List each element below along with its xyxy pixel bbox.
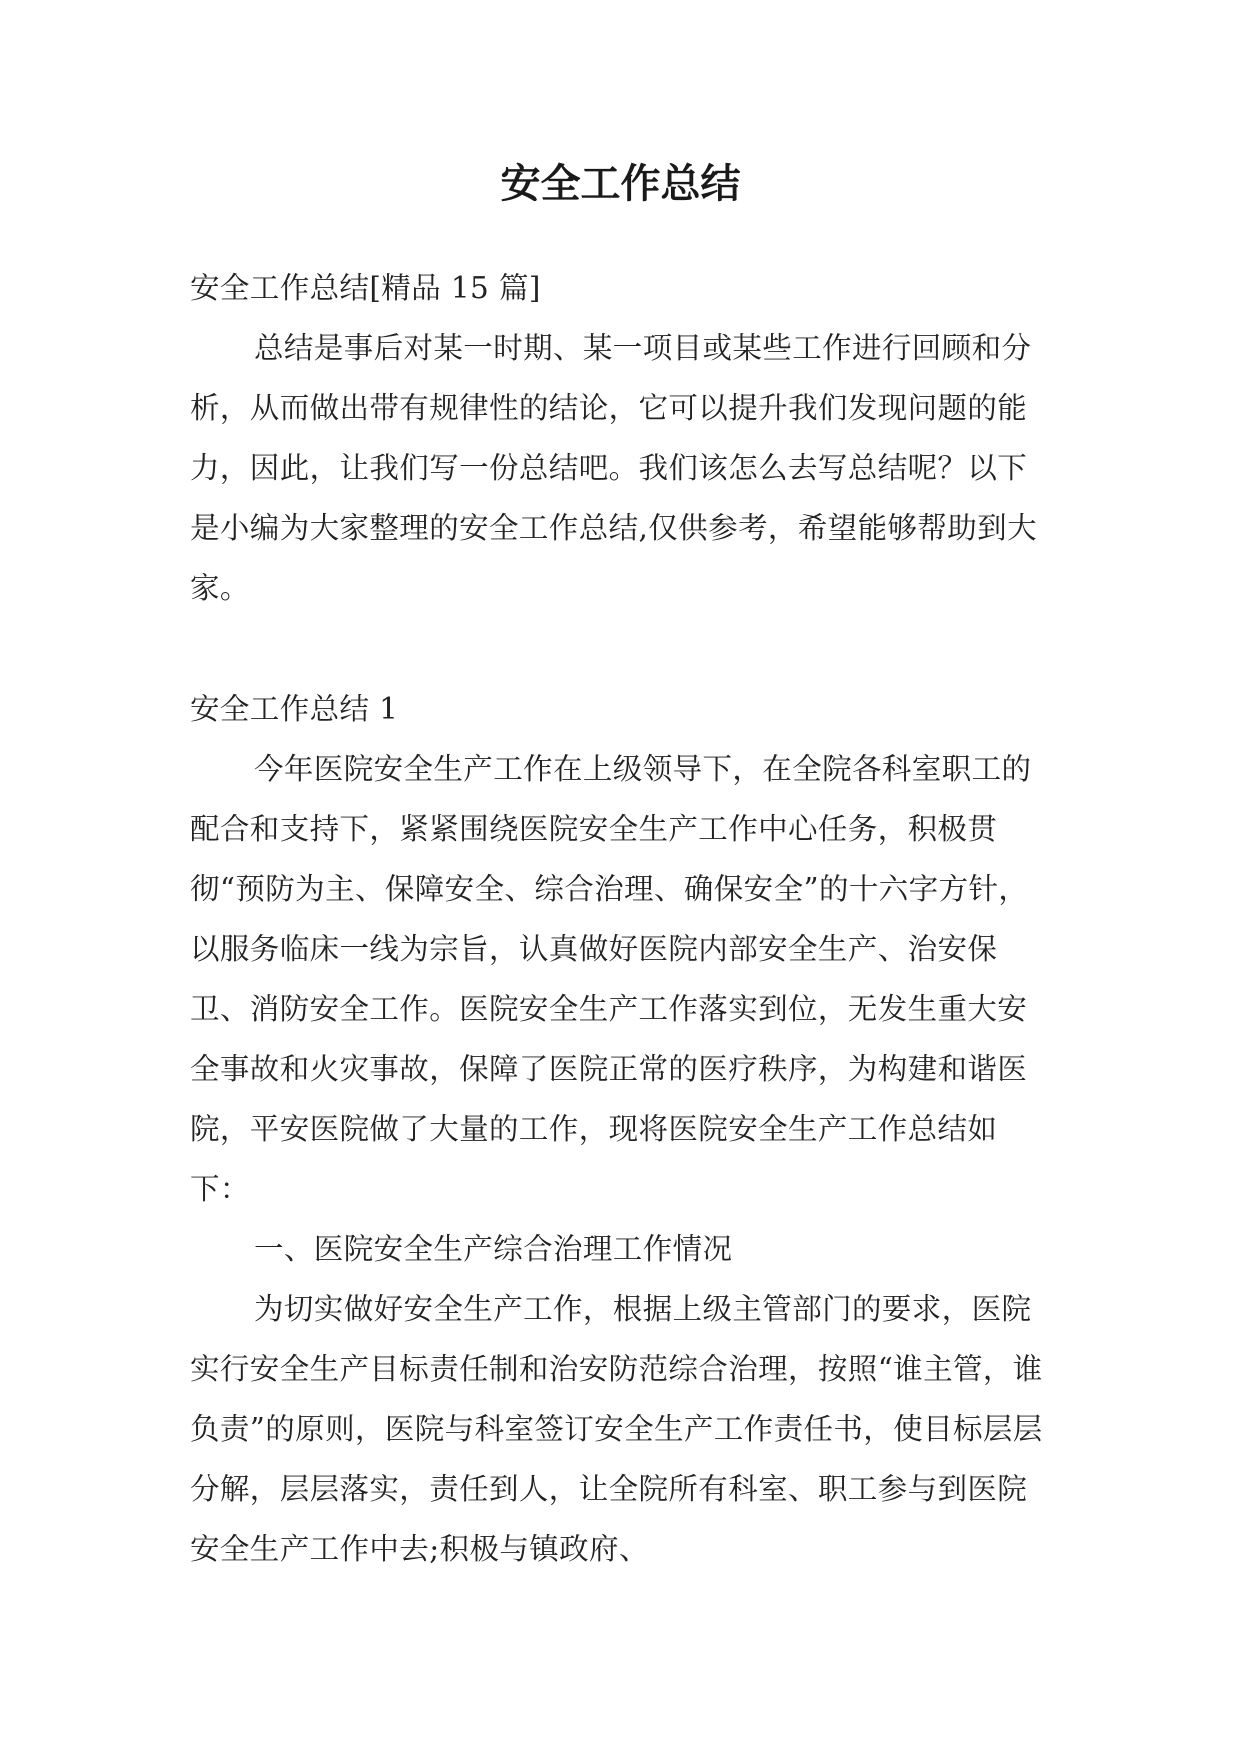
document-subtitle: 安全工作总结[精品 15 篇] (190, 271, 541, 305)
section-heading: 安全工作总结 1 (190, 692, 399, 726)
section-spacer (190, 618, 1050, 679)
intro-paragraph: 总结是事后对某一时期、某一项目或某些工作进行回顾和分析，从而做出带有规律性的结论，它可以提升我们发现问题的能力，因此，让我们写一份总结吧。我们该怎么去写总结呢？以下是小编为大家整理的安全工作总结,仅供参考，希望能够帮助到大家。 (190, 331, 1037, 605)
body-paragraph: 今年医院安全生产工作在上级领导下，在全院各科室职工的配合和支持下，紧紧围绕医院安全生产工作中心任务，积极贯彻“预防为主、保障安全、综合治理、确保安全”的十六字方针，以服务临床一线为宗旨，认真做好医院内部安全生产、治安保卫、消防安全工作。医院安全生产工作落实到位，无发生重大安全事故和火灾事故，保障了医院正常的医疗秩序，为构建和谐医院，平安医院做了大量的工作，现将医院安全生产工作总结如下： (190, 752, 1032, 1206)
body-paragraph: 为切实做好安全生产工作，根据上级主管部门的要求，医院实行安全生产目标责任制和治安防范综合治理，按照“谁主管，谁负责”的原则，医院与科室签订安全生产工作责任书，使目标层层分解，层层落实，责任到人，让全院所有科室、职工参与到医院安全生产工作中去;积极与镇政府、 (190, 1292, 1043, 1566)
sub-heading: 一、医院安全生产综合治理工作情况 (254, 1232, 733, 1266)
document-title: 安全工作总结 (500, 161, 741, 207)
document-body (190, 258, 1050, 1579)
